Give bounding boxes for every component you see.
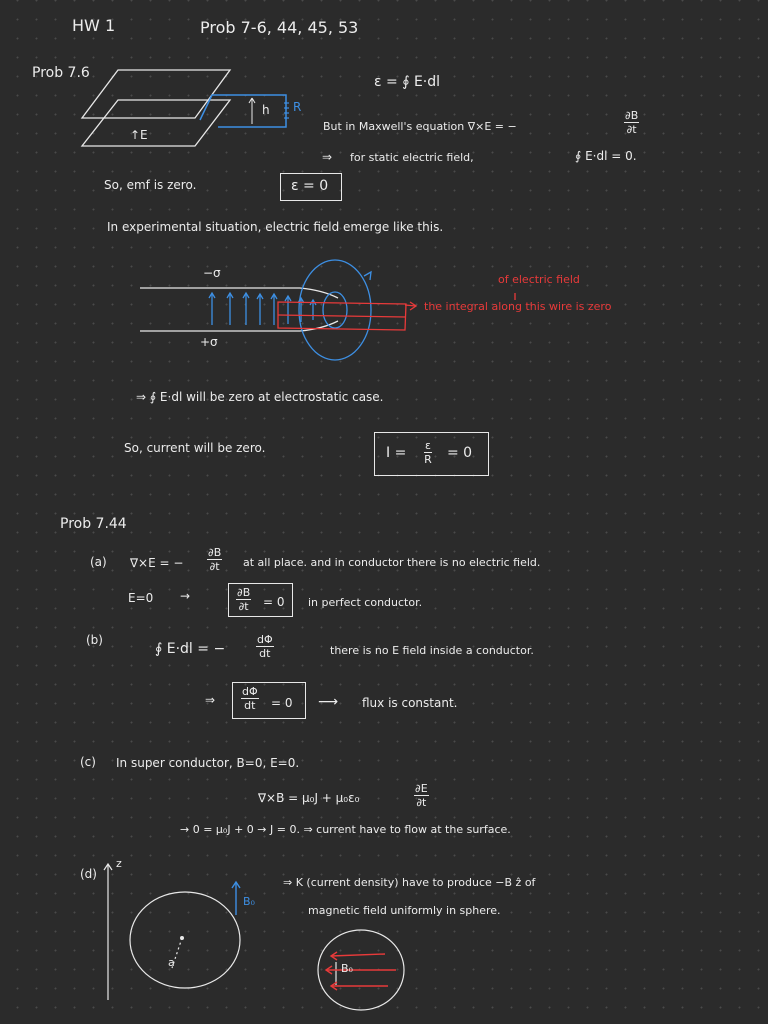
fraction-numerator: ε (425, 439, 431, 452)
part-a-E-zero: E=0 (128, 591, 154, 605)
fraction-denominator: dt (259, 647, 271, 660)
current-eq-left: I = (386, 445, 407, 461)
part-a-label: (a) (90, 555, 107, 569)
part-d-text-2: magnetic field uniformly in sphere. (308, 904, 501, 917)
fraction-denominator: dt (244, 699, 256, 712)
current-zero-text: So, current will be zero. (124, 441, 266, 455)
emf-zero-text: So, emf is zero. (104, 178, 197, 192)
red-annotation-bottom: the integral along this wire is zero (424, 300, 612, 313)
B0-label-sphere: B₀ (341, 962, 353, 975)
fraction-numerator: ∂B (208, 546, 222, 559)
efield-label: ↑E (130, 128, 148, 142)
part-b-text: there is no E field inside a conductor. (330, 644, 534, 657)
homework-title: HW 1 (72, 16, 116, 35)
part-c-current-line: → 0 = μ₀J + 0 → J = 0. ⇒ current have to flow at the surface. (180, 823, 511, 836)
part-b-long-arrow: ⟶ (318, 694, 339, 710)
static-field-text: for static electric field, (350, 151, 474, 164)
electrostatic-integral-line: ⇒ ∮ E·dl will be zero at electrostatic case. (136, 390, 384, 404)
part-a-box-right: = 0 (263, 595, 285, 609)
radius-label: a (168, 956, 175, 969)
problem-list: Prob 7-6, 44, 45, 53 (200, 18, 359, 37)
z-axis-label: z (116, 857, 122, 870)
maxwell-text: But in Maxwell's equation ∇×E = − (323, 120, 517, 133)
part-c-label: (c) (80, 755, 96, 769)
fraction-denominator: R (424, 453, 432, 466)
experiment-text: In experimental situation, electric field emerge like this. (107, 220, 444, 234)
implies-arrow: ⇒ (322, 150, 333, 164)
static-field-equation: ∮ E·dl = 0. (575, 149, 637, 163)
fraction-denominator: ∂t (209, 560, 220, 573)
part-c-curl: ∇×B = μ₀J + μ₀ε₀ (258, 791, 360, 805)
part-b-box-right: = 0 (271, 696, 293, 710)
part-a-text: at all place. and in conductor there is no electric field. (243, 556, 541, 569)
fraction-denominator: ∂t (238, 600, 249, 613)
fraction-numerator: dΦ (242, 685, 258, 698)
current-eq-right: = 0 (447, 445, 473, 461)
fraction-numerator: ∂E (415, 782, 428, 795)
part-b-integral: ∮ E·dl = − (155, 641, 226, 657)
fraction-numerator: dΦ (257, 633, 273, 646)
prob-7-6-label: Prob 7.6 (32, 65, 90, 81)
emf-equation: ε = ∮ E·dl (374, 74, 441, 90)
part-d-label: (d) (80, 867, 97, 881)
part-a-curl: ∇×E = − (130, 556, 184, 570)
fraction-denominator: ∂t (626, 123, 637, 136)
part-b-implies: ⇒ (205, 693, 216, 707)
part-b-flux: flux is constant. (362, 696, 458, 710)
height-label: h (262, 103, 270, 117)
fraction-denominator: ∂t (416, 796, 427, 809)
red-annotation-top: of electric field (498, 273, 580, 286)
part-d-text-1: ⇒ K (current density) have to produce −B ẑ of (283, 876, 536, 889)
B0-label-blue: B₀ (243, 895, 255, 908)
fraction-numerator: ∂B (237, 586, 251, 599)
part-b-label: (b) (86, 633, 103, 647)
resistor-label: R (293, 100, 302, 114)
prob-7-44-label: Prob 7.44 (60, 516, 127, 532)
emf-result: ε = 0 (291, 178, 329, 194)
part-c-text: In super conductor, B=0, E=0. (116, 756, 300, 770)
fraction-numerator: ∂B (625, 109, 639, 122)
part-a-arrow: → (180, 589, 191, 603)
negative-charge-label: −σ (203, 266, 221, 280)
positive-charge-label: +σ (200, 335, 218, 349)
part-a-perfect-conductor: in perfect conductor. (308, 596, 423, 609)
